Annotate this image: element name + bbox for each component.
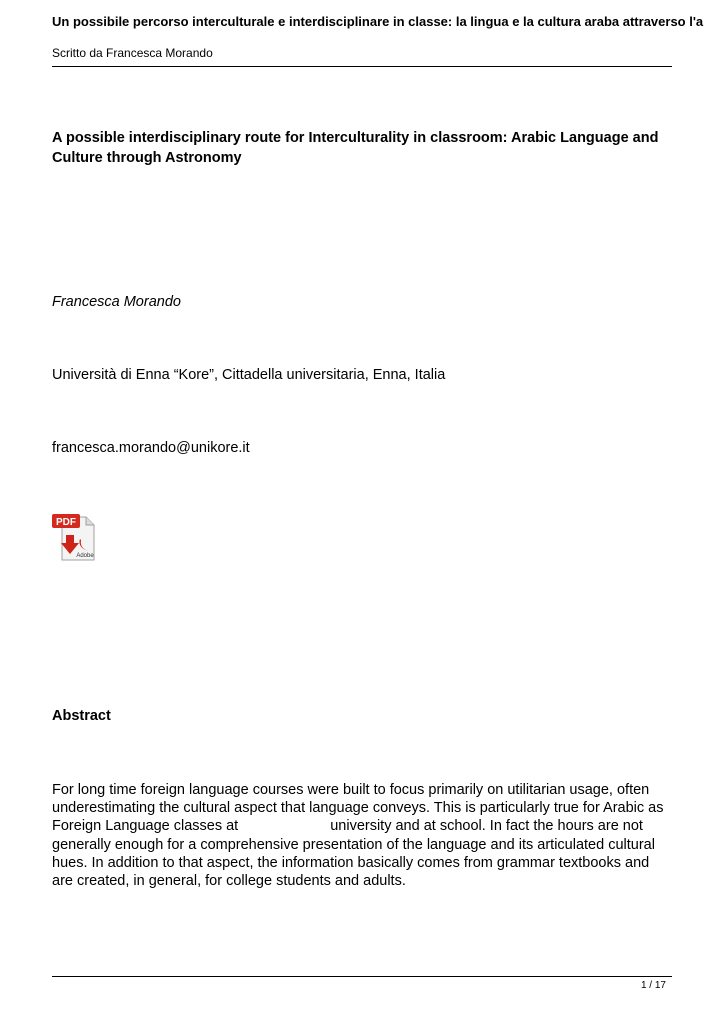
page-number: 1 / 17 xyxy=(640,980,666,991)
abstract-heading: Abstract xyxy=(52,708,111,724)
author-email: francesca.morando@unikore.it xyxy=(52,440,250,456)
footer-divider xyxy=(52,976,672,977)
running-header-title: Un possibile percorso interculturale e interdisciplinare in classe: la lingua e la cultura araba attraverso l'a xyxy=(52,14,704,29)
pdf-document-graphic xyxy=(52,513,96,561)
abstract-line: For long time foreign language courses were built to focus primarily on utilitarian usage, often xyxy=(52,782,650,798)
abstract-line: hues. In addition to that aspect, the information basically comes from grammar textbooks and xyxy=(52,854,650,871)
adobe-brand-label: Adobe xyxy=(76,553,94,559)
pdf-download-icon[interactable] xyxy=(52,513,96,561)
article-affiliation: Università di Enna “Kore”, Cittadella universitaria, Enna, Italia xyxy=(52,367,446,383)
running-header-byline: Scritto da Francesca Morando xyxy=(52,46,213,60)
article-title: A possible interdisciplinary route for Interculturality in classroom: Arabic Language and Culture through Astronomy xyxy=(52,130,659,166)
abstract-line: underestimating the cultural aspect that language conveys. This is particularly true for Arabic as xyxy=(52,800,664,817)
abstract-line-segment: university and at school. In fact the hours are not xyxy=(330,818,643,835)
article-author: Francesca Morando xyxy=(52,294,181,310)
abstract-line: generally enough for a comprehensive presentation of the language and its articulated cultural xyxy=(52,836,655,853)
header-divider xyxy=(52,66,672,67)
abstract-line xyxy=(52,817,677,835)
abstract-body xyxy=(52,781,677,890)
pdf-badge-label: PDF xyxy=(56,517,76,528)
abstract-line: are created, in general, for college students and adults. xyxy=(52,873,406,890)
abstract-line-segment: Foreign Language classes at xyxy=(52,818,239,835)
